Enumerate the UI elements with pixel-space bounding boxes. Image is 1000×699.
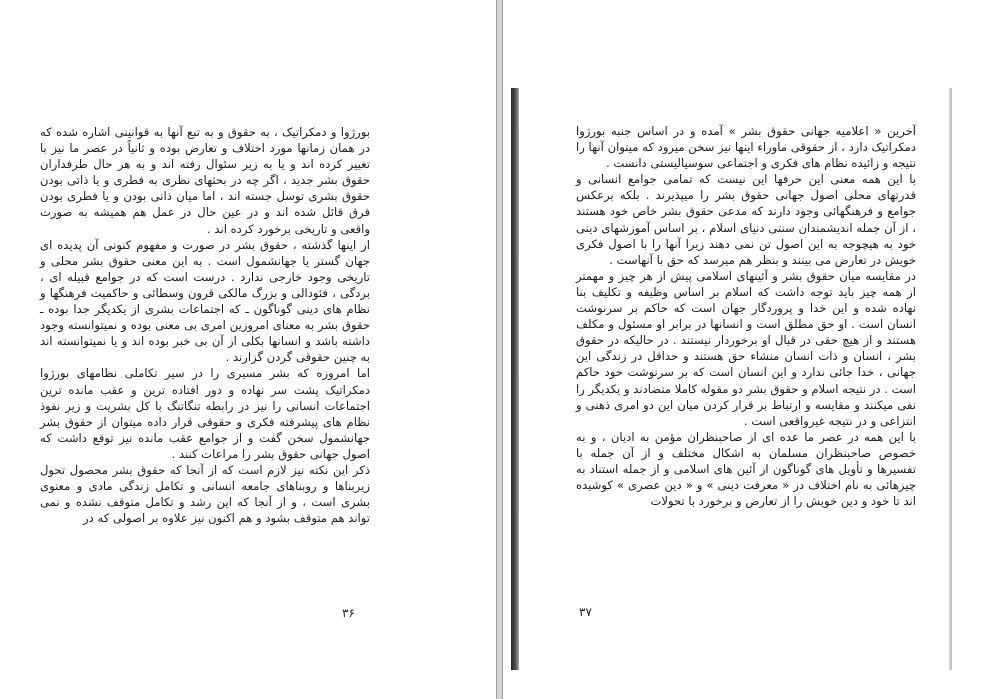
right-paragraph-3: در مقایسه میان حقوق بشر و آئینهای اسلامی پیش از هر چیز و مهمتر از همه چیز باید توجه داشت که اسلام بر اساس وظیفه و تکلیف بنا نهاده شده و این خدا و پروردگار جهان است که حاکم بر سرنوشت انسان است . او حق مطلق است و انسانها در برابر او مسئول و مکلف هستند و از هیچ حقی در قبال او برخوردار نیستند . در حالیکه در حقوق بشر ، انسان و ذات انسان منشاء حق هستند و حداقل در زندگی این جهانی ، خدا جائی ندارد و این انسان است که بر سرنوشت خود حاکم است . در نتیجه اسلام و حقوق بشر دو مقوله کاملا متضادند و یکدیگر را نفی میکنند و مقایسه و ارتباط بر قرار کردن میان این دو امری ذهنی و انتزاعی و در نتیجه غیرواقعی است .: [576, 268, 916, 428]
left-paragraph-2: از اینها گذشته ، حقوق بشر در صورت و مفهوم کنونی آن پدیده ای جهان گستر یا جهانشمول است . به این معنی حقوق بشر محلی و تاریخی وجود خارجی ندارد . درست است که در جوامع قبیله ای ، بردگی ، فئودالی و بزرگ مالکی قرون وسطائی و حاکمیت فرهنگها و نظام های دینی گوناگون ـ که اجتماعات بشری از یکدیگر جدا بوده ـ حقوق بشر به معنای امروزین امری بی معنی بوده و نمیتوانسته وجود داشته باشد و انسانها بکلی از آن بی خبر بوده اند و یا نمیتوانسته اند به چنین حقوقی گردن گزارند .: [40, 237, 370, 365]
left-paragraph-3: اما امروزه که بشر مسیری را در سیر تکاملی نظامهای بورژوا دمکراتیک پشت سر نهاده و دور افتاده ترین و عقب مانده ترین اجتماعات انسانی را نیز در رابطه تنگاتنگ با کل بشریت و زیر نفوذ نظام های پیشرفته فکری و حقوقی قرار داده میتوان از حقوق بشر جهانشمول سخن گفت و از جوامع عقب مانده نیز توقع داشت که اصول جهانی حقوق بشر را مراعات کنند .: [40, 366, 370, 461]
scan-page-edge: [949, 88, 952, 670]
left-page: [0, 0, 497, 699]
right-page-number: ۳۷: [579, 605, 592, 619]
left-paragraph-1: بورژوا و دمکراتیک ، به حقوق و به تبع آنها به قوانینی اشاره شده که در همان زمانها مورد اختلاف و تعارض بوده و ثانیاً در عصر ما نیز با تغییر کرده اند و یا به زیر سئوال رفته اند و به هر حال طرفداران حقوق بشر جدید ، اگر چه در بحثهای نظری به فطری و یا ذاتی بودن حقوق بشری توسل جسته اند ، اما میان ذاتی بودن و یا فطری بودن فرق قائل شده اند و در عین حال در عمل هم همیشه به صورت واقعی و تاریخی برخورد کرده اند .: [40, 125, 370, 236]
left-page-number: ۳۶: [342, 606, 355, 620]
left-page-body: [40, 124, 370, 526]
right-page: [502, 0, 1000, 699]
left-paragraph-4: ذکر این نکته نیز لازم است که از آنجا که حقوق بشر محصول تحول زیربناها و روبناهای جامعه انسانی و تکامل زندگی مادی و معنوی بشری است ، و از آنجا که این رشد و تکامل متوقف نشده و نمی تواند هم متوقف بشود و هم اکنون نیز علاوه بر اصولی که در: [40, 462, 370, 526]
scan-shadow-edge: [511, 88, 519, 670]
right-paragraph-4: با این همه در عصر ما عده ای از صاحبنظران مؤمن به ادیان ، و به خصوص صاحبنظران مسلمان به اشکال مختلف و از آن جمله با تفسیرها و تأویل های گوناگون از آئین های اسلامی و از جمله استناد به چیزهائی به نام اختلاف در « معرفت دینی » و « دین عصری » کوشیده اند تا خود و دین خویش را از تعارض و برخورد با تحولات: [576, 429, 916, 509]
right-paragraph-2: با این همه معنی این حرفها این نیست که تمامی جوامع انسانی و قدرتهای محلی اصول جهانی حقوق بشر را میپذیرند . بلکه برعکس جوامع و فرهنگهائی وجود دارند که مدعی حقوق بشر خاص خود هستند ، از آن جمله اندیشمندان سنتی دنیای اسلام ، بر اساس آموزشهای دینی خود به هیچوجه به این اصول تن نمی دهند زیرا آنها را با اصول فکری خویش در تعارض می بینند و بنظر هم میرسد که حق با آنهاست .: [576, 172, 916, 267]
right-page-body: [576, 123, 916, 509]
right-paragraph-1: آخرین « اعلامیه جهانی حقوق بشر » آمده و در اساس جنبه بورژوا دمکراتیک دارد ، از حقوقی ماوراء اینها نیز سخن میرود که میتوان آنها را نتیجه و زائیده نظام های فکری و اجتماعی سوسیالیستی دانست .: [576, 124, 916, 171]
